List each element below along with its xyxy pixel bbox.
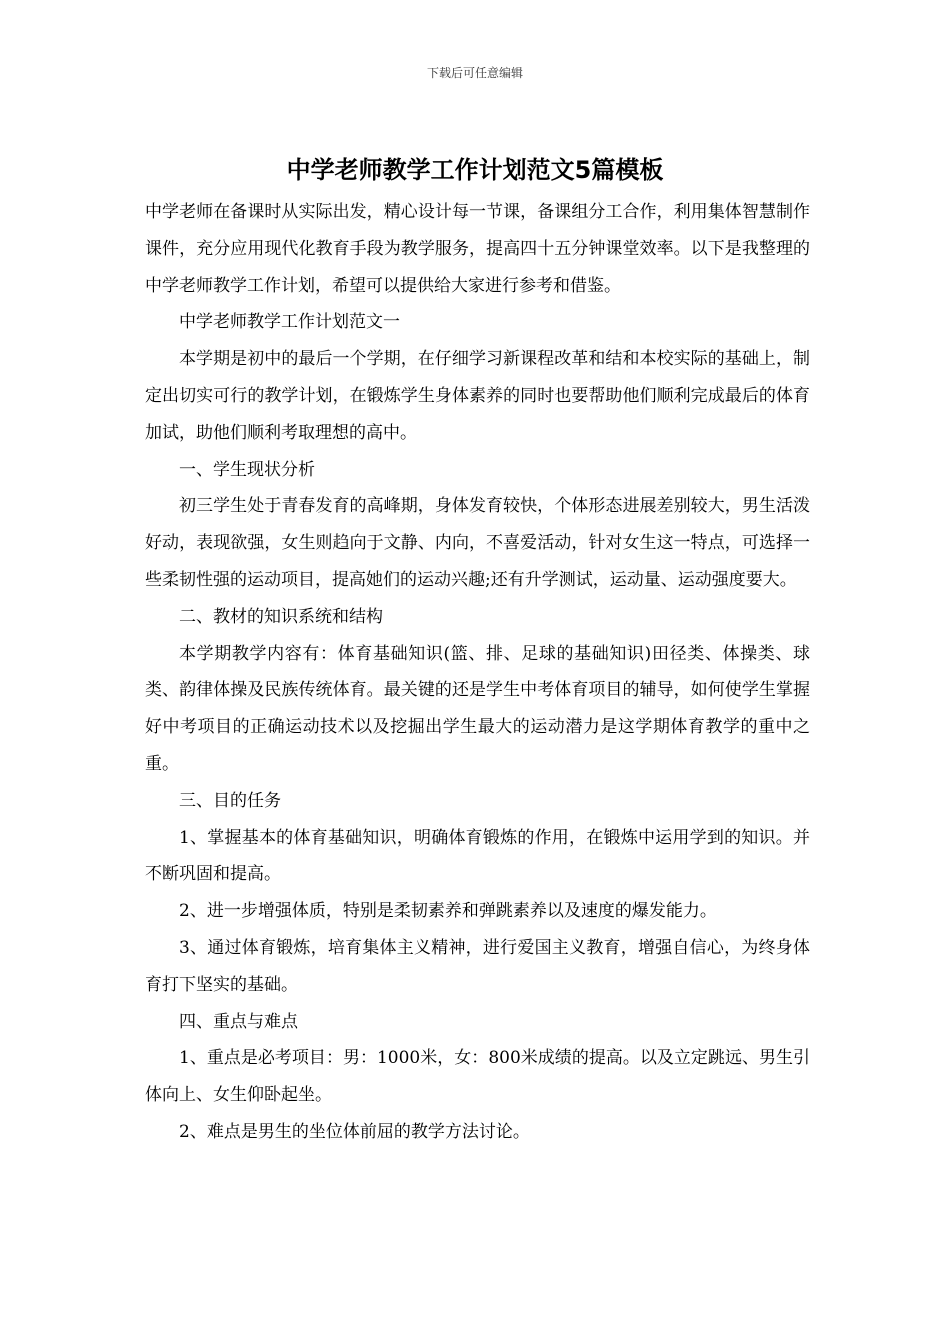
section-heading: 二、教材的知识系统和结构 bbox=[179, 606, 383, 627]
list-item: 2、进一步增强体质，特别是柔韧素养和弹跳素养以及速度的爆发能力。 bbox=[179, 901, 717, 922]
body-paragraph: 本学期教学内容有：体育基础知识(篮、排、足球的基础知识)田径类、体操类、球类、韵律体操及民族传统体育。最关键的还是学生中考体育项目的辅导，如何使学生掌握好中考项目的正确运动技术以及挖掘出学生最大的运动潜力是这学期体育教学的重中之重。 bbox=[145, 643, 810, 774]
header-note: 下载后可任意编辑 bbox=[426, 66, 523, 80]
list-item: 3、通过体育锻炼，培育集体主义精神，进行爱国主义教育，增强自信心，为终身体育打下坚实的基础。 bbox=[145, 937, 810, 995]
list-item: 2、难点是男生的坐位体前屈的教学方法讨论。 bbox=[179, 1121, 530, 1142]
list-item: 1、重点是必考项目：男：1000米，女：800米成绩的提高。以及立定跳远、男生引体向上、女生仰卧起坐。 bbox=[145, 1048, 810, 1106]
intro-paragraph: 中学老师在备课时从实际出发，精心设计每一节课，备课组分工合作，利用集体智慧制作课件，充分应用现代化教育手段为教学服务，提高四十五分钟课堂效率。以下是我整理的中学老师教学工作计划，希望可以提供给大家进行参考和借鉴。 bbox=[145, 202, 810, 296]
body-paragraph: 本学期是初中的最后一个学期，在仔细学习新课程改革和结和本校实际的基础上，制定出切实可行的教学计划，在锻炼学生身体素养的同时也要帮助他们顺利完成最后的体育加试，助他们顺利考取理想的高中。 bbox=[145, 349, 810, 443]
section-heading: 四、重点与难点 bbox=[179, 1011, 298, 1032]
section-heading: 三、目的任务 bbox=[179, 790, 281, 811]
section-heading: 中学老师教学工作计划范文一 bbox=[179, 312, 400, 333]
list-item: 1、掌握基本的体育基础知识，明确体育锻炼的作用，在锻炼中运用学到的知识。并不断巩固和提高。 bbox=[145, 827, 810, 885]
body-paragraph: 初三学生处于青春发育的高峰期，身体发育较快，个体形态进展差别较大，男生活泼好动，表现欲强，女生则趋向于文静、内向，不喜爱活动，针对女生这一特点，可选择一些柔韧性强的运动项目，提高她们的运动兴趣;还有升学测试，运动量、运动强度要大。 bbox=[145, 496, 810, 590]
document-body bbox=[145, 194, 810, 1151]
document-title: 中学老师教学工作计划范文5篇模板 bbox=[286, 156, 664, 184]
section-heading: 一、学生现状分析 bbox=[179, 459, 315, 480]
